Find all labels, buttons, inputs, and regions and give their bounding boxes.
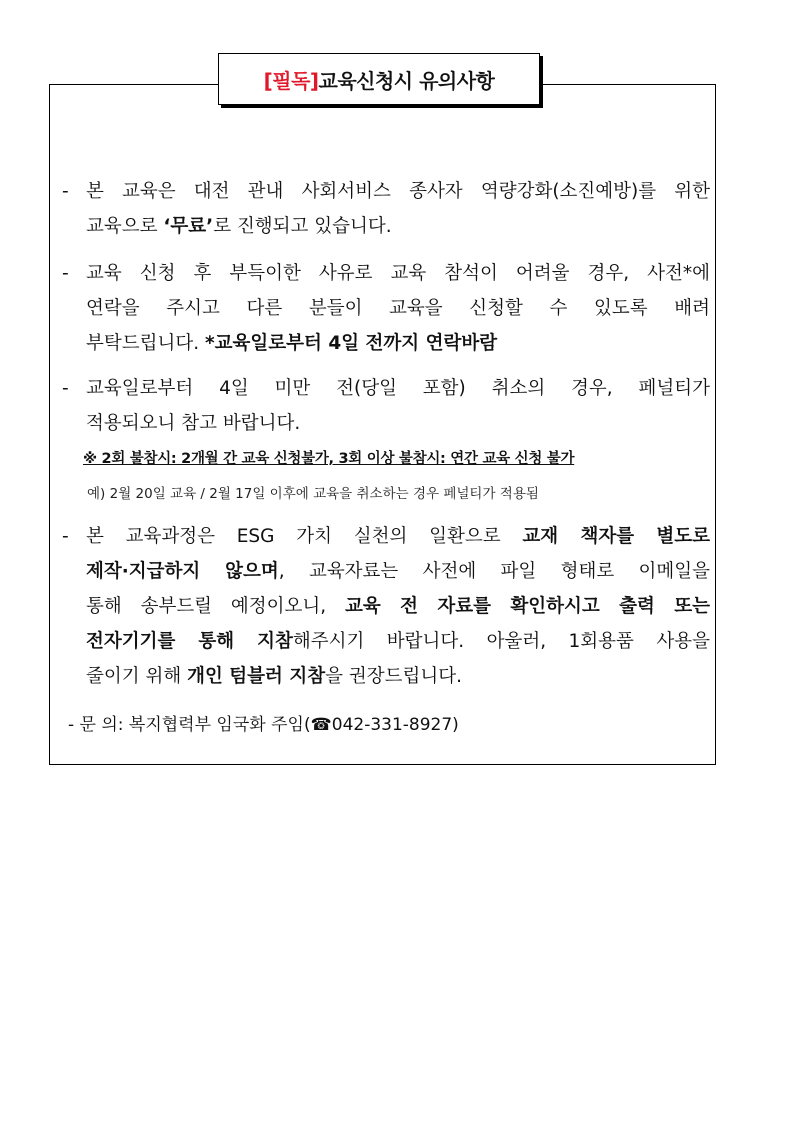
item-text: 교육 신청 후 부득이한 사유로 교육 참석이 어려울 경우, 사전*에	[86, 263, 710, 284]
notice-item-esg	[62, 519, 710, 694]
penalty-example: 예) 2월 20일 교육 / 2월 17일 이후에 교육을 취소하는 경우 페널티가 적용됨	[87, 486, 539, 502]
notice-item-free	[62, 174, 710, 244]
item-line	[62, 291, 710, 326]
item-text: 적용되오니 참고 바랍니다.	[86, 413, 301, 434]
tumbler-highlight: 개인 텀블러 지참	[187, 666, 326, 687]
item-text: 해주시기 바랍니다. 아울러, 1회용품 사용을	[292, 631, 710, 652]
notice-item-penalty	[62, 371, 710, 441]
item-line	[62, 371, 710, 406]
item-line	[62, 209, 710, 244]
item-line	[62, 659, 710, 694]
bring-materials-highlight: 전자기기를 통해 지참	[86, 631, 293, 652]
item-line	[62, 589, 710, 624]
item-text: 본 교육은 대전 관내 사회서비스 종사자 역량강화(소진예방)를 위한	[86, 181, 710, 202]
dash: -	[62, 181, 69, 202]
notice-item-cancel-contact	[62, 256, 710, 361]
item-line	[62, 519, 710, 554]
item-line	[62, 406, 710, 441]
dash: -	[62, 526, 69, 547]
item-text: , 교육자료는 사전에 파일 형태로 이메일을	[278, 561, 711, 582]
item-line	[62, 624, 710, 659]
no-textbook-highlight: 제작·지급하지 않으며	[86, 561, 279, 582]
contact-info: - 문 의: 복지협력부 임국화 주임(☎042-331-8927)	[68, 715, 459, 735]
dash: -	[62, 263, 69, 284]
item-text: 통해 송부드릴 예정이오니,	[86, 596, 345, 617]
item-text: 교육으로	[86, 216, 164, 237]
dash: -	[62, 378, 69, 399]
item-line	[62, 256, 710, 291]
item-text: 연락을 주시고 다른 분들이 교육을 신청할 수 있도록 배려	[86, 298, 710, 319]
item-line	[62, 326, 710, 361]
item-line	[62, 174, 710, 209]
free-highlight: ‘무료’	[163, 216, 214, 237]
item-text: 본 교육과정은 ESG 가치 실천의 일환으로	[86, 526, 523, 547]
item-text: 을 권장드립니다.	[325, 666, 462, 687]
item-text: 줄이기 위해	[86, 666, 188, 687]
bring-materials-highlight: 교육 전 자료를 확인하시고 출력 또는	[344, 596, 710, 617]
no-textbook-highlight: 교재 책자를 별도로	[522, 526, 710, 547]
item-line	[62, 554, 710, 589]
item-text: 부탁드립니다.	[86, 333, 205, 354]
item-text: 로 진행되고 있습니다.	[213, 216, 392, 237]
title-text: 교육신청시 유의사항	[318, 68, 495, 93]
must-read-tag: [필독]	[263, 68, 319, 93]
contact-deadline-highlight: *교육일로부터 4일 전까지 연락바람	[205, 333, 498, 354]
item-text: 교육일로부터 4일 미만 전(당일 포함) 취소의 경우, 페널티가	[86, 378, 710, 399]
penalty-rule-note: ※ 2회 불참시: 2개월 간 교육 신청불가, 3회 이상 불참시: 연간 교육 신청 불가	[83, 451, 575, 467]
notice-title	[218, 53, 540, 105]
